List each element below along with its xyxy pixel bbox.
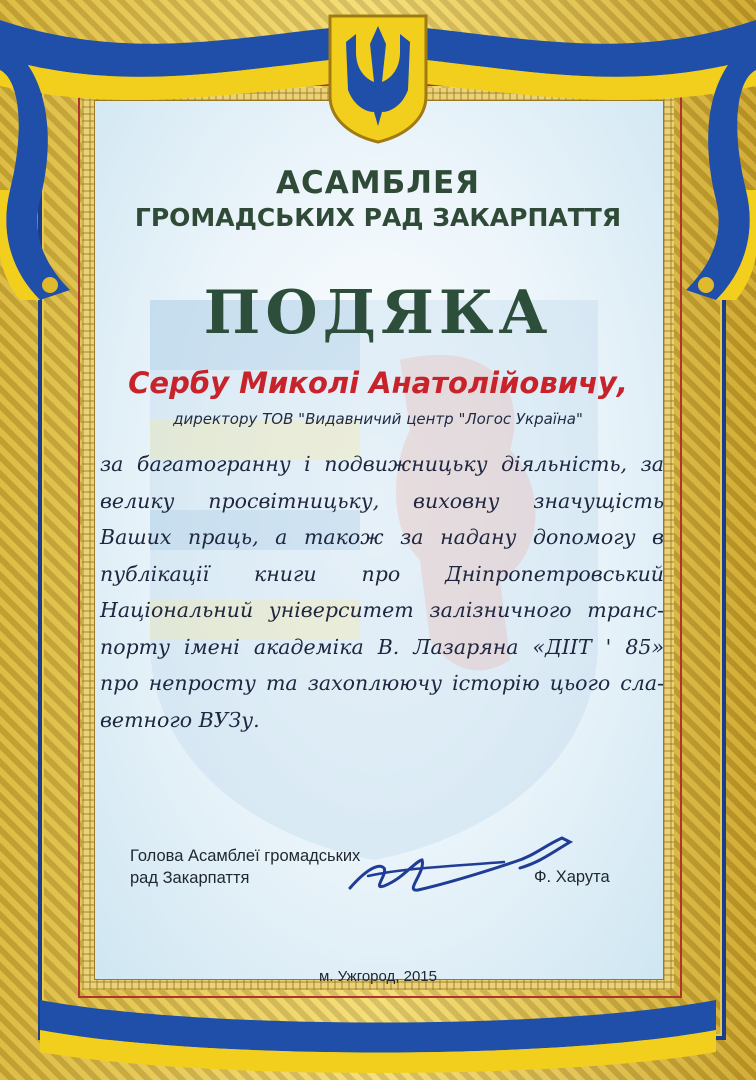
bottom-flag-ribbon (0, 990, 756, 1080)
text-line: публікації книги про Дніпропетровський (100, 561, 664, 586)
place-and-date: м. Ужгород, 2015 (318, 968, 437, 985)
gratitude-text (100, 446, 664, 738)
organization-title: АСАМБЛЕЯ (275, 165, 480, 201)
text-line: Ваших праць, а також за надану допомогу в (100, 525, 664, 549)
recipient-name: Сербу Миколі Анатолійовичу, (128, 366, 628, 400)
right-flag-ribbon (596, 0, 756, 300)
organization-subtitle: ГРОМАДСЬКИХ РАД ЗАКАРПАТТЯ (134, 203, 622, 232)
text-line: Національний університет залізничного транс- (100, 598, 664, 622)
handwritten-signature (344, 832, 580, 900)
trident-emblem-icon (326, 12, 430, 144)
signatory-title-line: рад Закарпаття (130, 869, 250, 887)
signatory-title-line: Голова Асамблеї громадських (130, 847, 361, 865)
document-title: ПОДЯКА (203, 278, 553, 348)
text-line: порту імені академіка В. Лазаряна «ДІІТ ' 85» (100, 634, 664, 659)
left-flag-ribbon (0, 0, 160, 300)
recipient-position: директору ТОВ "Видавничий центр "Логос Україна" (173, 410, 583, 428)
text-line: за багатогранну і подвижницьку діяльність, за (100, 452, 664, 476)
text-line: про непросту та захоплюючу історію цього сла- (100, 671, 664, 695)
signatory-name: Ф. Харута (534, 868, 610, 886)
signatory-title (130, 845, 360, 889)
text-line: велику просвітницьку, виховну значущість (100, 488, 664, 513)
text-line: ветного ВУЗу. (100, 707, 260, 732)
